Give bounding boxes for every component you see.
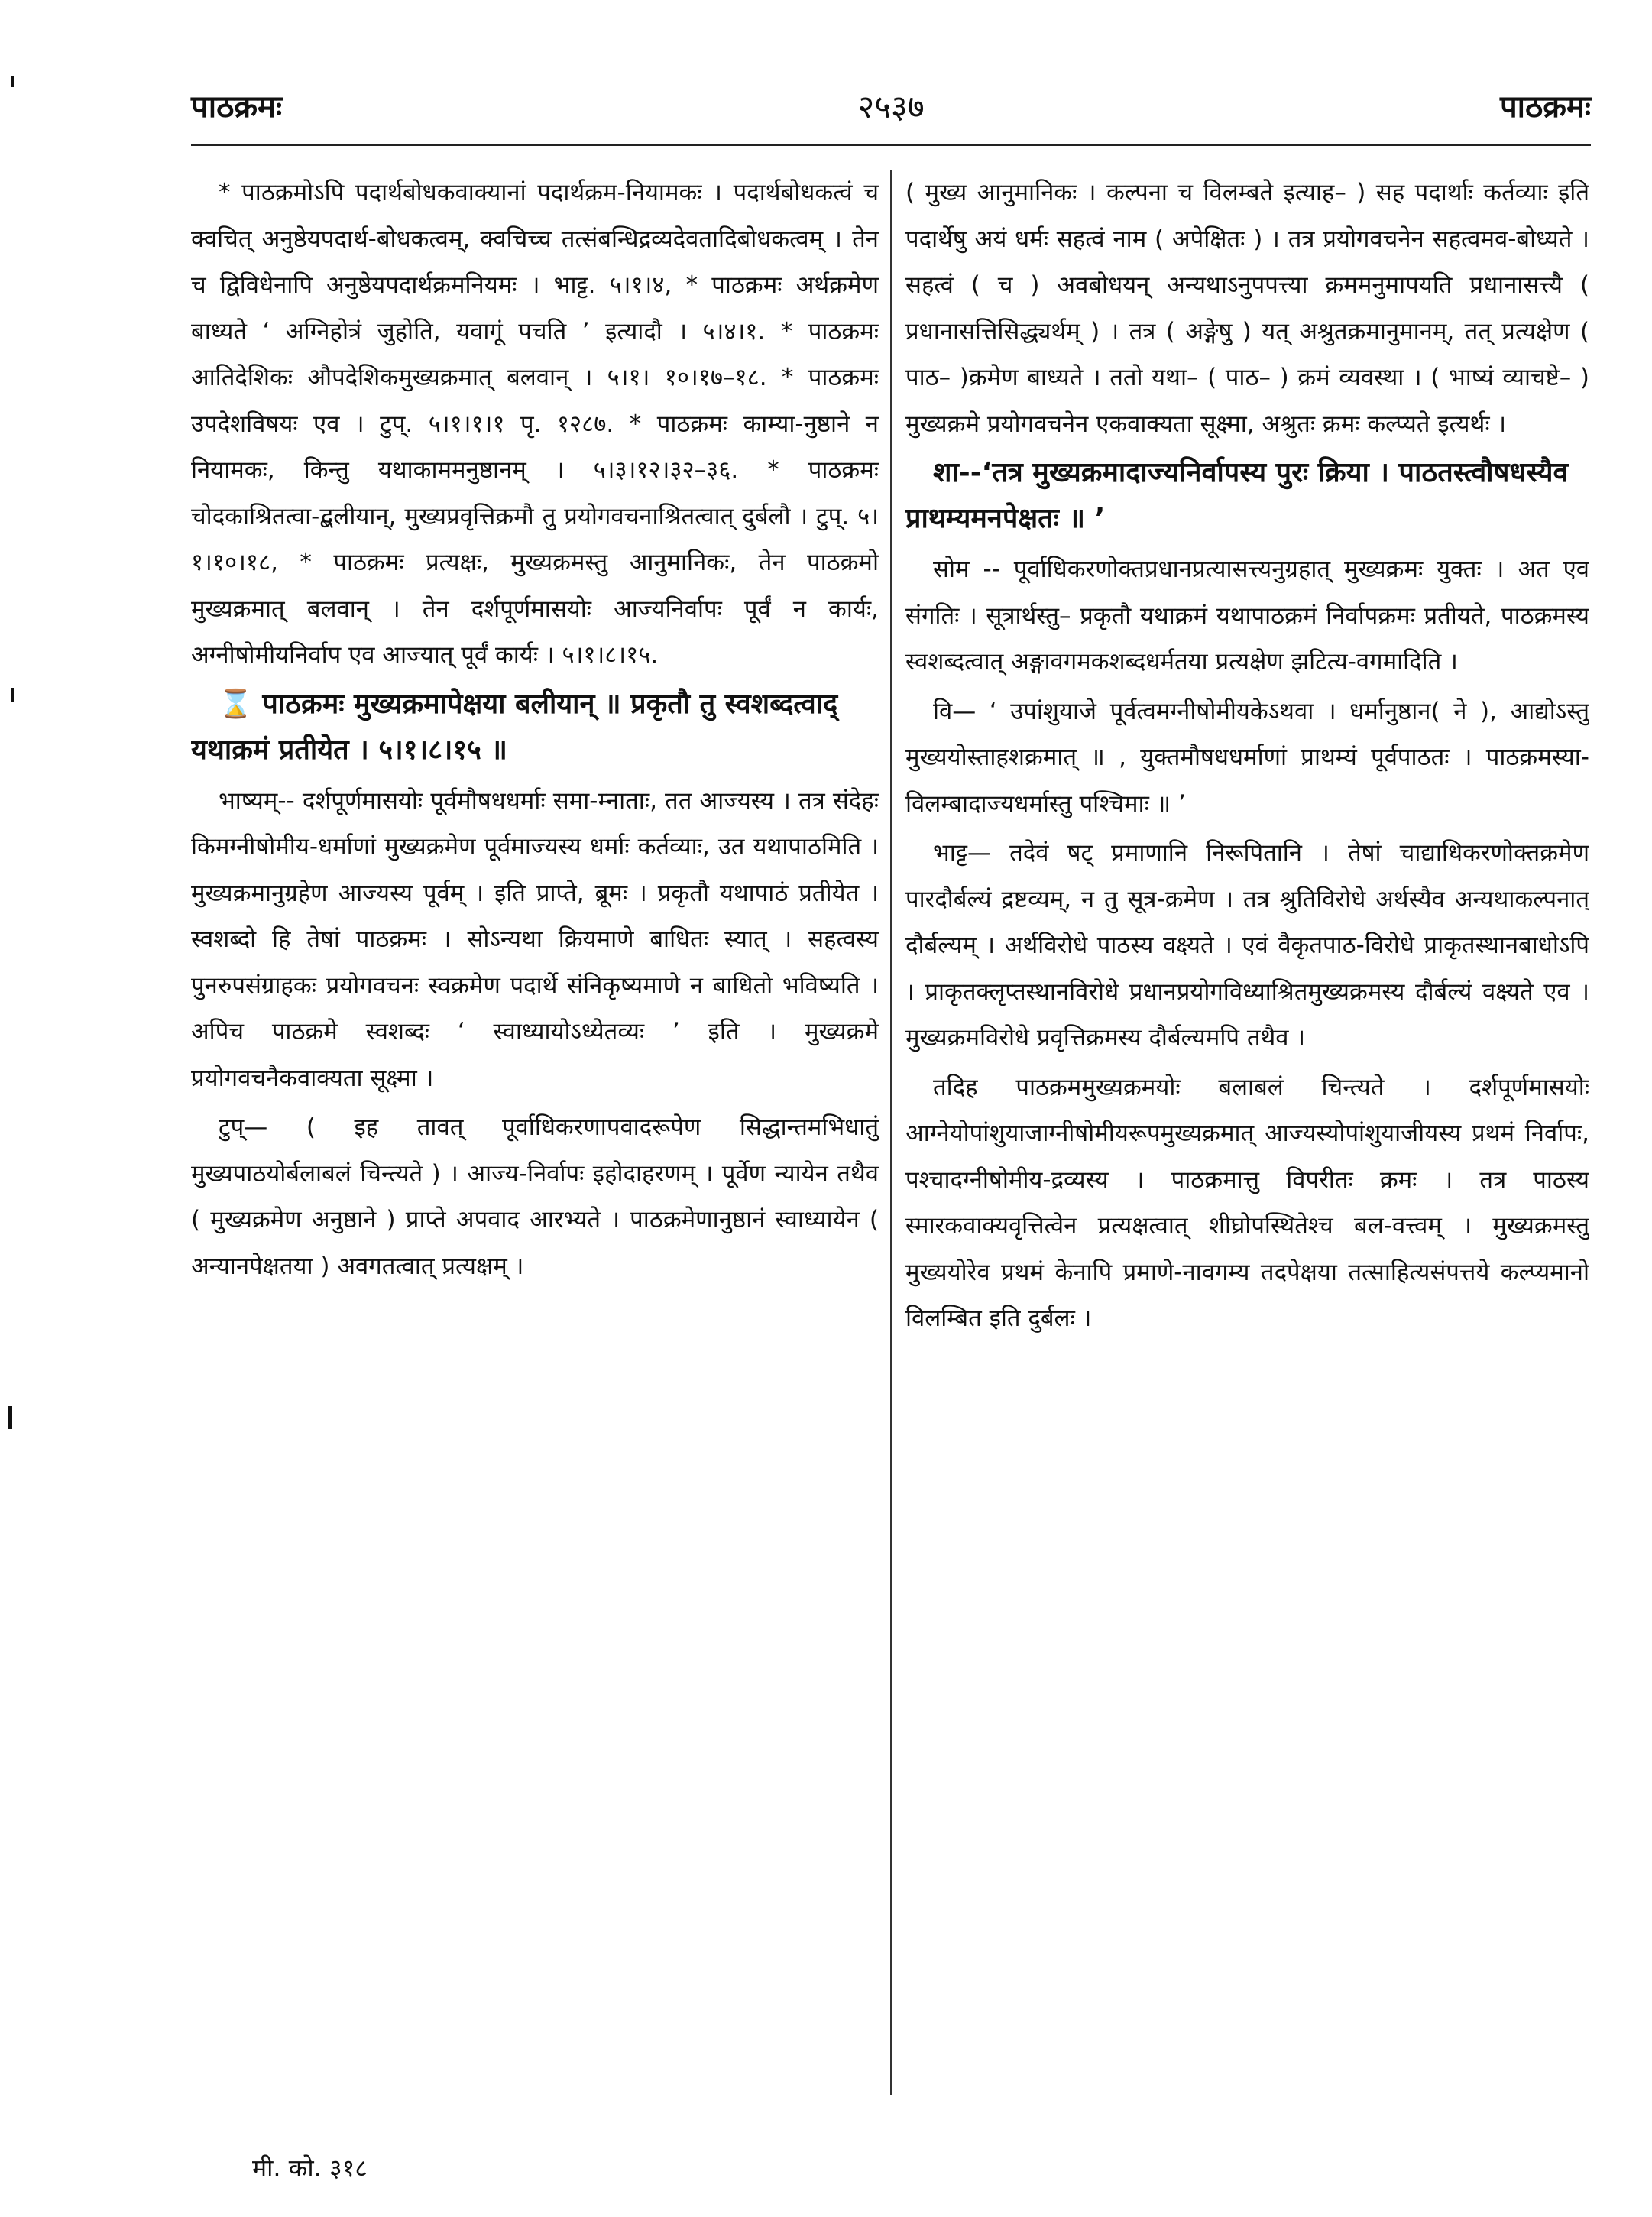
sutra-verse: ⌛ पाठक्रमः मुख्यक्रमापेक्षया बलीयान् ॥ प्रकृतौ तु स्वशब्दत्वाद् यथाक्रमं प्रतीयेत । ५।१।८।१५ ॥	[191, 688, 838, 766]
page-header	[191, 76, 1591, 138]
bhashyam-paragraph: भाष्यम्-- दर्शपूर्णमासयोः पूर्वमौषधधर्माः समा-म्नाताः, तत आज्यस्य । तत्र संदेहः किमग्नीषोमीय-धर्माणां मुख्यक्रमेण पूर्वमाज्यस्य धर्माः कर्तव्याः, उत यथापाठमिति । मुख्यक्रमानुग्रहेण आज्यस्य पूर्वम् । इति प्राप्ते, ब्रूमः । प्रकृतौ यथापाठं प्रतीयेत । स्वशब्दो हि तेषां पाठक्रमः । सोऽन्यथा क्रियमाणे बाधितः स्यात् । सहत्वस्य पुनरुपसंग्राहकः प्रयोगवचनः स्वक्रमेण पदार्थे संनिकृष्यमाणे न बाधितो भविष्यति । अपिच पाठक्रमे स्वशब्दः ‘ स्वाध्यायोऽध्येतव्यः ’ इति । मुख्यक्रमे प्रयोगवचनैकवाक्यता सूक्ष्मा ।	[191, 786, 879, 1092]
continuation-paragraph: ( मुख्य आनुमानिकः । कल्पना च विलम्बते इत्याह– ) सह पदार्थाः कर्तव्याः इति पदार्थेषु अयं धर्मः सहत्वं नाम ( अपेक्षितः ) । तत्र प्रयोगवचनेन सहत्वमव-बोध्यते । सहत्वं ( च ) अवबोधयन् अन्यथाऽनुपपत्त्या क्रममनुमापयति प्रधानासत्त्यै ( प्रधानासत्तिसिद्ध्यर्थम् ) । तत्र ( अङ्गेषु ) यत् अश्रुतक्रमानुमानम्, तत् प्रत्यक्षेण ( पाठ– )क्रमेण बाध्यते । ततो यथा– ( पाठ– ) क्रमं व्यवस्था । ( भाष्यं व्याचष्टे– ) मुख्यक्रमे प्रयोगवचनेन एकवाक्यता सूक्ष्मा, अश्रुतः क्रमः कल्प्यते इत्यर्थः ।	[905, 179, 1589, 438]
page-number: २५३७	[857, 88, 925, 125]
right-column	[905, 170, 1589, 2095]
vi-paragraph: वि— ‘ उपांशुयाजे पूर्वत्वमग्नीषोमीयकेऽथवा । धर्मानुष्ठान( ने ), आद्योऽस्तु मुख्ययोस्ताहशक्रमात् ॥ , युक्तमौषधधर्माणां प्राथम्यं पूर्वपाठतः । पाठक्रमस्या-विलम्बादाज्यधर्मास्तु पश्चिमाः ॥ ’	[905, 697, 1589, 818]
column-divider	[890, 170, 892, 2095]
som-paragraph: सोम -- पूर्वाधिकरणोक्तप्रधानप्रत्यासत्त्यनुग्रहात् मुख्यक्रमः युक्तः । अत एव संगतिः । सूत्रार्थस्तु– प्रकृतौ यथाक्रमं यथापाठक्रमं निर्वापक्रमः प्रतीयते, पाठक्रमस्य स्वशब्दत्वात् अङ्गावगमकशब्दधर्मतया प्रत्यक्षेण झटित्य-वगमादिति ।	[905, 556, 1589, 676]
tup-paragraph: टुप्— ( इह तावत् पूर्वाधिकरणापवादरूपेण सिद्धान्तमभिधातुं मुख्यपाठयोर्बलाबलं चिन्त्यते ) । आज्य-निर्वापः इहोदाहरणम् । पूर्वेण न्यायेन तथैव ( मुख्यक्रमेण अनुष्ठाने ) प्राप्ते अपवाद आरभ्यते । पाठक्रमेणानुष्ठानं स्वाध्यायेन ( अन्यानपेक्षतया ) अवगतत्वात् प्रत्यक्षम् ।	[191, 1113, 879, 1280]
scan-speck-3	[8, 1406, 12, 1429]
sha-verse: शा--‘तत्र मुख्यक्रमादाज्यनिर्वापस्य पुरः क्रिया । पाठतस्त्वौषधस्यैव प्राथम्यमनपेक्षतः ॥ ’	[905, 457, 1569, 534]
scan-speck-2	[11, 688, 14, 702]
scan-speck-1	[11, 76, 14, 87]
bhatt-paragraph: भाट्ट— तदेवं षट् प्रमाणानि निरूपितानि । तेषां चाद्याधिकरणोक्तक्रमेण पारदौर्बल्यं द्रष्टव्यम्, न तु सूत्र-क्रमेण । तत्र श्रुतिविरोधे अर्थस्यैव अन्यथाकल्पनात् दौर्बल्यम् । अर्थविरोधे पाठस्य वक्ष्यते । एवं वैकृतपाठ-विरोधे प्राकृतस्थानबाधोऽपि । प्राकृतक्लृप्तस्थानविरोधे प्रधानप्रयोगविध्याश्रितमुख्यक्रमस्य दौर्बल्यं वक्ष्यते एव । मुख्यक्रमविरोधे प्रवृत्तिक्रमस्य दौर्बल्यमपि तथैव ।	[905, 839, 1589, 1052]
tadiha-paragraph: तदिह पाठक्रममुख्यक्रमयोः बलाबलं चिन्त्यते । दर्शपूर्णमासयोः आग्नेयोपांशुयाजाग्नीषोमीयरूपमुख्यक्रमात् आज्यस्योपांशुयाजीयस्य प्रथमं निर्वापः, पश्चादग्नीषोमीय-द्रव्यस्य । पाठक्रमात्तु विपरीतः क्रमः । तत्र पाठस्य स्मारकवाक्यवृत्तित्वेन प्रत्यक्षत्वात् शीघ्रोपस्थितेश्च बल-वत्त्वम् । मुख्यक्रमस्तु मुख्ययोरेव प्रथमं केनापि प्रमाणे-नावगम्य तदपेक्षया तत्साहित्यसंपत्तये कल्प्यमानो विलम्बित इति दुर्बलः ।	[905, 1073, 1589, 1332]
footer-signature: मी. को. ३१८	[252, 2154, 368, 2183]
header-rule	[191, 144, 1591, 146]
left-column	[191, 170, 879, 2095]
header-right-title: पाठक्रमः	[1499, 89, 1591, 125]
header-left-title: पाठक्रमः	[191, 89, 283, 125]
entry-paragraph: * पाठक्रमोऽपि पदार्थबोधकवाक्यानां पदार्थक्रम-नियामकः । पदार्थबोधकत्वं च क्वचित् अनुष्ठेयपदार्थ-बोधकत्वम्, क्वचिच्च तत्संबन्धिद्रव्यदेवतादिबोधकत्वम् । तेन च द्विविधेनापि अनुष्ठेयपदार्थक्रमनियमः । भाट्ट. ५।१।४, * पाठक्रमः अर्थक्रमेण बाध्यते ‘ अग्निहोत्रं जुहोति, यवागूं पचति ’ इत्यादौ । ५।४।१. * पाठक्रमः आतिदेशिकः औपदेशिकमुख्यक्रमात् बलवान् । ५।१। १०।१७–१८. * पाठक्रमः उपदेशविषयः एव । टुप्. ५।१।१।१ पृ. १२८७. * पाठक्रमः काम्या-नुष्ठाने न नियामकः, किन्तु यथाकाममनुष्ठानम् । ५।३।१२।३२–३६. * पाठक्रमः चोदकाश्रितत्वा-द्बलीयान्, मुख्यप्रवृत्तिक्रमौ तु प्रयोगवचनाश्रितत्वात् दुर्बलौ । टुप्. ५।१।१०।१८, * पाठक्रमः प्रत्यक्षः, मुख्यक्रमस्तु आनुमानिकः, तेन पाठक्रमो मुख्यक्रमात् बलवान् । तेन दर्शपूर्णमासयोः आज्यनिर्वापः पूर्वं न कार्यः, अग्नीषोमीयनिर्वाप एव आज्यात् पूर्वं कार्यः । ५।१।८।१५.	[191, 179, 879, 669]
